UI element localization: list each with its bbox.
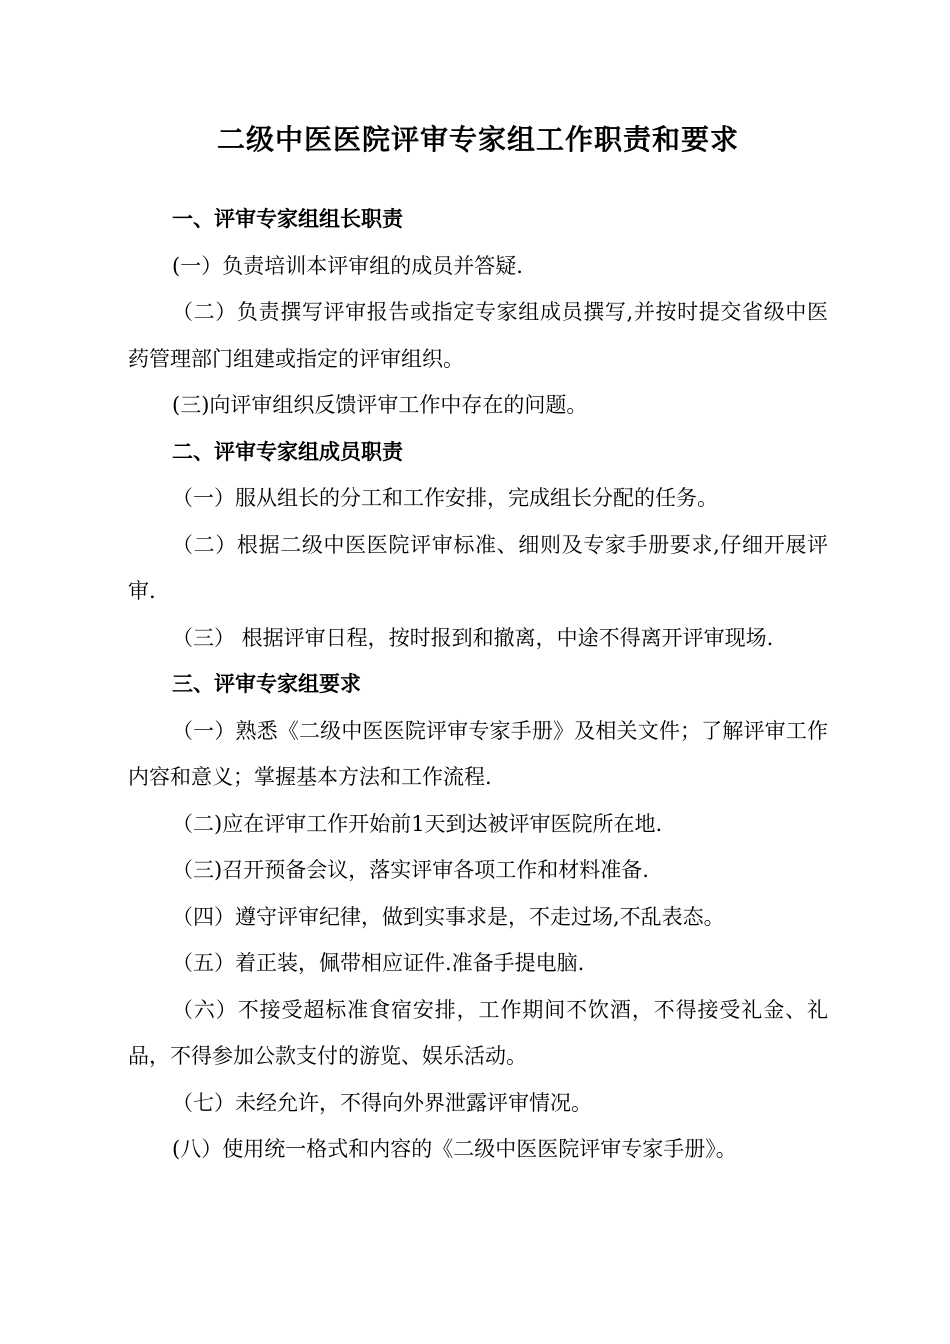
paragraph: (一）负责培训本评审组的成员并答疑.	[172, 253, 523, 278]
section-heading: 三、评审专家组要求	[172, 672, 361, 696]
paragraph: (三)向评审组织反馈评审工作中存在的问题。	[172, 393, 588, 417]
paragraph: （二)应在评审工作开始前1天到达被评审医院所在地.	[172, 811, 663, 836]
paragraph: （一）服从组长的分工和工作安排，完成组长分配的任务。	[172, 486, 718, 510]
paragraph: （五）着正装，佩带相应证件.准备手提电脑.	[172, 951, 585, 975]
paragraph: （六）不接受超标准食宿安排，工作期间不饮酒，不得接受礼金、礼品，不得参加公款支付的游览、娱乐活动。	[128, 997, 828, 1068]
paragraph: （一）熟悉《二级中医医院评审专家手册》及相关文件；了解评审工作内容和意义；掌握基本方法和工作流程.	[128, 718, 828, 789]
document-title: 二级中医医院评审专家组工作职责和要求	[216, 123, 739, 156]
paragraph: （四）遵守评审纪律，做到实事求是，不走过场,不乱表态。	[172, 904, 725, 929]
paragraph: （七）未经允许，不得向外界泄露评审情况。	[172, 1090, 592, 1115]
document-body	[128, 196, 828, 1173]
section-heading: 一、评审专家组组长职责	[172, 207, 403, 231]
paragraph: (八）使用统一格式和内容的《二级中医医院评审专家手册》。	[172, 1137, 737, 1161]
paragraph: （二）根据二级中医医院评审标准、细则及专家手册要求,仔细开展评审.	[128, 532, 828, 603]
paragraph: （二）负责撰写评审报告或指定专家组成员撰写,并按时提交省级中医药管理部门组建或指定的评审组织。	[128, 300, 828, 371]
section-heading: 二、评审专家组成员职责	[172, 439, 403, 464]
paragraph: （三)召开预备会议，落实评审各项工作和材料准备.	[172, 858, 649, 882]
paragraph: （三） 根据评审日程，按时报到和撤离，中途不得离开评审现场.	[172, 625, 774, 650]
